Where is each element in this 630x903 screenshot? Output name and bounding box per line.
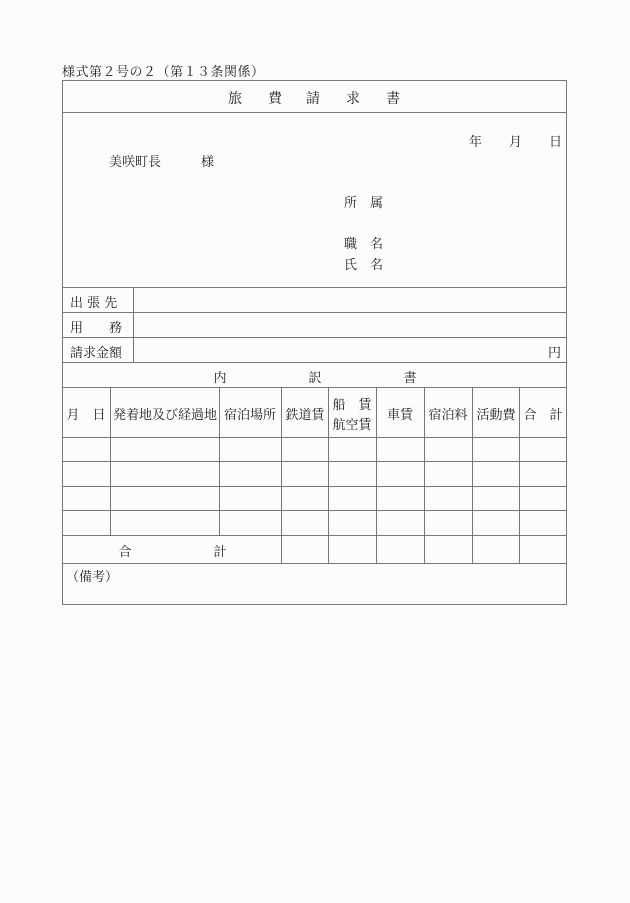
divider <box>62 387 567 388</box>
column-header-lodging-fee: 宿泊料 <box>428 408 468 423</box>
column-header-ship-fare: 船 賃 <box>332 398 372 413</box>
affiliation-label: 所 属 <box>344 196 384 211</box>
purpose-field[interactable] <box>134 313 566 337</box>
claim-amount-field[interactable] <box>134 338 544 362</box>
breakdown-title-char: 訳 <box>308 371 322 386</box>
date-year-field[interactable]: 年 <box>469 135 483 150</box>
table-row <box>62 510 567 535</box>
title-char: 費 <box>268 91 282 107</box>
divider <box>62 112 567 113</box>
column-header-total: 合 計 <box>523 408 563 423</box>
column-header-car-fare: 車賃 <box>386 408 414 423</box>
title-char: 求 <box>346 91 360 107</box>
position-label: 職 名 <box>344 237 384 252</box>
table-row <box>62 486 567 510</box>
remarks-field[interactable] <box>63 583 566 604</box>
column-header-activity-fee: 活動費 <box>476 408 516 423</box>
column-header-date: 月 日 <box>66 408 106 423</box>
honorific: 様 <box>201 155 215 170</box>
column-header-lodging-place: 宿泊場所 <box>223 408 277 423</box>
table-row <box>62 437 567 461</box>
name-label: 氏 名 <box>344 258 384 273</box>
total-label-right: 計 <box>213 545 227 560</box>
destination-label: 出 張 先 <box>70 296 118 311</box>
remarks-label: （備考） <box>66 570 119 585</box>
claim-amount-label: 請求金額 <box>70 346 123 361</box>
date-month-field[interactable]: 月 <box>509 135 523 150</box>
table-row <box>62 461 567 486</box>
title-char: 書 <box>386 91 400 107</box>
breakdown-title-char: 書 <box>403 371 417 386</box>
divider <box>62 362 567 363</box>
total-label-left: 合 <box>118 545 132 560</box>
yen-unit: 円 <box>548 346 562 361</box>
divider <box>62 563 567 564</box>
destination-field[interactable] <box>134 288 566 312</box>
form-number-label: 様式第２号の２（第１３条関係） <box>62 65 265 80</box>
title-char: 旅 <box>228 91 242 107</box>
addressee: 美咲町長 <box>109 155 162 170</box>
column-header-rail-fare: 鉄道賃 <box>285 408 325 423</box>
divider <box>62 535 567 536</box>
purpose-label: 用 務 <box>70 321 123 336</box>
title-char: 請 <box>306 91 320 107</box>
breakdown-title-char: 内 <box>213 371 227 386</box>
date-day-field[interactable]: 日 <box>549 135 563 150</box>
column-header-route: 発着地及び経過地 <box>112 408 218 423</box>
column-header-air-fare: 航空賃 <box>332 418 372 433</box>
